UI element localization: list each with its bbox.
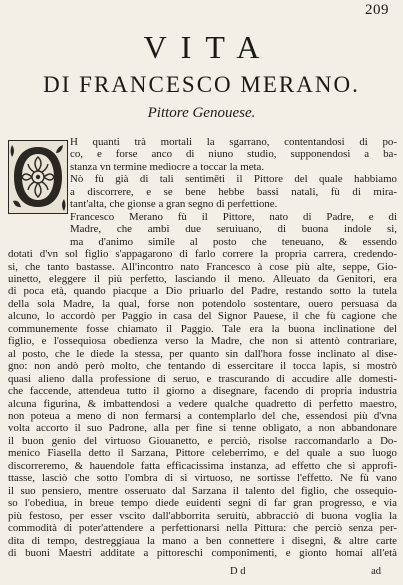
text-line: alcuna figurina, & imbattendosi a vedere qualche quadretto di perfetto maestro, — [8, 397, 397, 410]
text-line: Nò fù già di tali sentimēti il Pittore del quale habbiamo — [70, 173, 397, 186]
text-line: dita di tempo, destreggiaua la mano a ben connettere i disegni, & altre carte — [8, 534, 397, 547]
text-line: Francesco Merano fù il Pittore, nato di Padre, e di — [70, 210, 397, 223]
signature-mark: D d — [230, 566, 246, 577]
text-line: discorreremo, & hauendole fatta efficacissima instanza, ad effetto che sì approfi- — [8, 459, 397, 472]
text-line: ttasse, lasciò che sotto l'ombra di sì virtuoso, ne sortisse l'effetto. Ne fù vano — [8, 472, 397, 485]
subtitle-profession: Pittore Genouese. — [147, 105, 256, 121]
text-line: H quanti trà mortali la sgarrano, contentandosi di po- — [70, 136, 397, 148]
text-line: al posto, che le diede la stessa, per quanto sin dall'hora fosse inclinato al dise- — [8, 347, 397, 360]
text-line: si, che tanto bastasse. All'incontro nato Francesco à cose più alte, seppe, Gio- — [8, 260, 397, 273]
page-number: 209 — [365, 2, 389, 18]
text-line: Madre, che ambi due seruiuano, di buona indole si, — [70, 223, 397, 236]
text-line: di buoni Maestri additate a pittoreschi componimenti, e gionto homai all'età — [8, 546, 397, 559]
text-line: commodità di poter'attendere a perfettionarsi nella Pittura: che perciò senza per- — [8, 522, 397, 535]
text-line: communemente fosse chiamato il Paggio. Tale era la buona inclinatione del — [8, 322, 397, 335]
text-line: stanza vn termine mediocre a toccar la meta. — [70, 160, 265, 173]
text-line: il suo pensiero, mentre osseruato dal Sarzana il talento del figlio, che ossequio- — [8, 484, 397, 497]
text-line: non poteua a meno di non fermarsi a contemplarlo del che, essendosi più d'vna — [8, 409, 397, 422]
text-line: dotati d'vn sol figlio s'appagarono di farlo correre la propria carrera, credendo- — [8, 248, 397, 261]
text-line: il buon genio del virtuoso Giouanetto, e perciò, risolse raccomandarlo a Do- — [8, 434, 397, 447]
text-line: ma d'animo simile al posto che teneuano, & essendo — [70, 235, 397, 248]
text-line: più festoso, per esser vscito dall'abborrita seruitù, abbracciò di buona voglia la — [8, 509, 397, 522]
text-line: volta accorto il suo Padrone, alla per fine si tenne obligato, a non abbandonare — [8, 422, 397, 435]
text-line: della sola Madre, la qual, forse non potendolo sostentare, ouero persuasa da — [8, 297, 397, 310]
text-line: co, e forse anco di niuno studio, supponendosi a ba- — [70, 148, 397, 161]
text-line: figlio, e l'ossequiosa obedienza verso la Madre, che non si attentò contrariare, — [8, 335, 397, 348]
text-line: a discorrere, e se bene hebbe bassi natali, fù di mira- — [70, 185, 397, 198]
catchword: ad — [371, 566, 381, 577]
text-line: menico Fiasella detto il Sarzana, Pittore celeberrimo, e del quale a suo luogo — [8, 447, 397, 460]
text-line: so l'obediua, in breue tempo diede euidenti segni di far gran progresso, e via — [8, 497, 397, 510]
text-line: che faccende, attendeua tutto il giorno a disegnare, facendo di propria industria — [8, 385, 397, 398]
text-line: uinetto, eleggere il più perfetto, lasciando il meno. Alleuato da Genitori, era — [8, 272, 397, 285]
text-line: tant'alta, che gionse a gran segno di perfettione. — [70, 198, 278, 211]
title-subject: DI FRANCESCO MERANO. — [43, 72, 360, 97]
biography-text — [8, 136, 397, 559]
page-footer — [0, 566, 403, 580]
text-line: quasi alieno dalla professione di seruo, e trascurando di accudire alle domesti- — [8, 372, 397, 385]
text-line: alcuno, lo accordò per Paggio in casa del Signor Pauese, il che fù cagione che — [8, 310, 397, 323]
text-line: gno: non andò però molto, che tentando di essercitare il tocca lapis, si mostrò — [8, 360, 397, 373]
text-line: di poca età, quando piacque a Dio priuarlo del Padre, restando sotto la tutela — [8, 285, 397, 298]
title-vita: VITA — [143, 29, 274, 65]
